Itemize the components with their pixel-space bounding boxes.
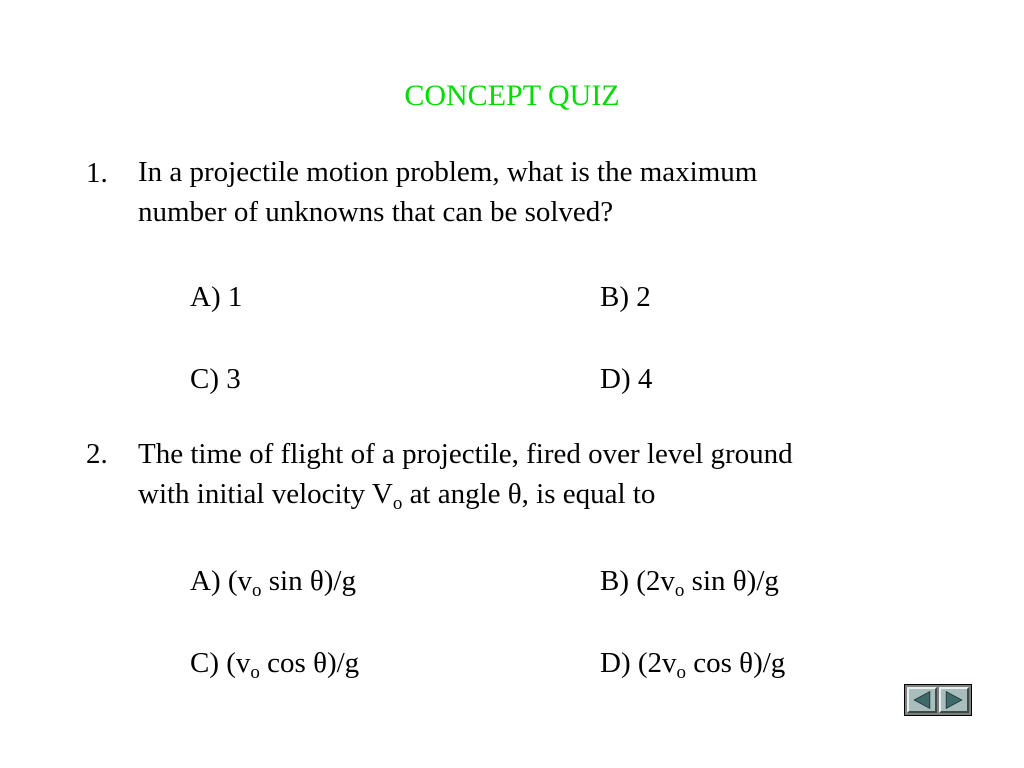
question-2-line-2 [138,474,938,514]
question-1-line-1: In a projectile motion problem, what is the maximum [138,156,758,188]
page-title: CONCEPT QUIZ [404,79,620,112]
option-b-sub: o [674,580,685,601]
option-b-pre: B) (2v [600,565,675,597]
option-c-post: cos θ)/g [259,647,360,679]
question-1-line-2: number of unknowns that can be solved? [138,196,614,228]
question-1-option-a: A) 1 [190,281,243,313]
question-1-option-b: B) 2 [600,281,651,313]
question-2-line-1: The time of flight of a projectile, fired over level ground [138,438,793,470]
question-2-option-c [190,644,359,682]
question-2-option-d [600,644,785,682]
question-1-option-d: D) 4 [600,363,653,395]
triangle-right-icon [941,689,967,711]
question-2-text [138,434,938,514]
question-2-number: 2. [86,438,108,470]
next-slide-button[interactable] [939,687,969,713]
option-d-pre: D) (2v [600,647,677,679]
option-a-pre: A) (v [190,565,253,597]
question-1-text [138,152,938,232]
triangle-left-icon [909,689,935,711]
question-1-option-c: C) 3 [190,363,241,395]
question-1-number: 1. [86,157,108,189]
question-2-line-2-post: at angle θ, is equal to [402,478,656,510]
previous-slide-button[interactable] [907,687,937,713]
option-c-pre: C) (v [190,647,251,679]
question-2-line-2-sub: o [392,493,403,514]
option-b-post: sin θ)/g [684,565,779,597]
question-2-line-2-pre: with initial velocity V [138,478,393,510]
option-a-post: sin θ)/g [261,565,356,597]
option-d-post: cos θ)/g [686,647,786,679]
option-c-sub: o [250,662,260,683]
question-2-option-b [600,562,779,600]
option-d-sub: o [676,662,687,683]
slide-navigation [904,684,972,716]
question-2-option-a [190,562,356,600]
option-a-sub: o [252,580,262,601]
